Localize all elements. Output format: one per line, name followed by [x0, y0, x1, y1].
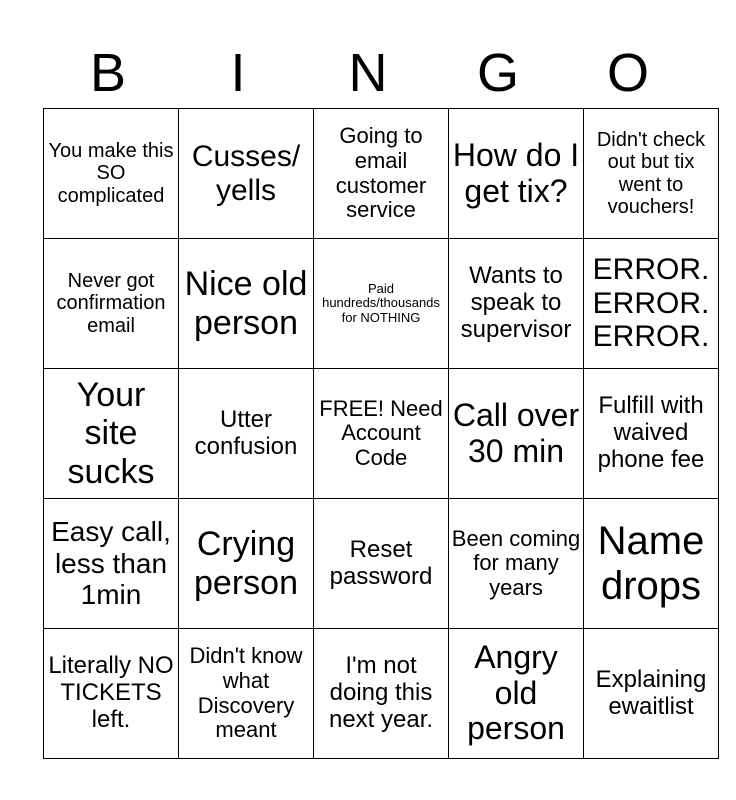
bingo-cell[interactable]: Never got confirmation email: [44, 239, 179, 369]
bingo-cell[interactable]: Angry old person: [449, 629, 584, 759]
header-letter-i: I: [230, 43, 246, 103]
bingo-cell[interactable]: Nice old person: [179, 239, 314, 369]
bingo-cell[interactable]: Literally NO TICKETS left.: [44, 629, 179, 759]
bingo-cell[interactable]: Name drops: [584, 499, 719, 629]
board-row: [44, 499, 719, 629]
bingo-cell[interactable]: Reset password: [314, 499, 449, 629]
bingo-cell[interactable]: Easy call, less than 1min: [44, 499, 179, 629]
board-row: [44, 109, 719, 239]
bingo-cell[interactable]: Utter confusion: [179, 369, 314, 499]
bingo-cell[interactable]: Your site sucks: [44, 369, 179, 499]
bingo-cell[interactable]: FREE! Need Account Code: [314, 369, 449, 499]
bingo-cell[interactable]: Call over 30 min: [449, 369, 584, 499]
bingo-cell[interactable]: Explaining ewaitlist: [584, 629, 719, 759]
header-letter-g: G: [476, 43, 519, 103]
bingo-cell[interactable]: ERROR. ERROR. ERROR.: [584, 239, 719, 369]
header-letter-b: B: [89, 43, 127, 103]
bingo-cell[interactable]: Didn't know what Discovery meant: [179, 629, 314, 759]
bingo-header: [43, 40, 693, 106]
header-letter-n: N: [348, 43, 388, 103]
board-row: [44, 239, 719, 369]
bingo-cell[interactable]: How do I get tix?: [449, 109, 584, 239]
header-letter-o: O: [606, 43, 649, 103]
bingo-cell[interactable]: Fulfill with waived phone fee: [584, 369, 719, 499]
bingo-board: [43, 108, 719, 759]
bingo-cell[interactable]: Been coming for many years: [449, 499, 584, 629]
bingo-cell[interactable]: Cusses/ yells: [179, 109, 314, 239]
bingo-cell[interactable]: Going to email customer service: [314, 109, 449, 239]
bingo-cell[interactable]: I'm not doing this next year.: [314, 629, 449, 759]
bingo-cell[interactable]: Wants to speak to supervisor: [449, 239, 584, 369]
bingo-cell[interactable]: Didn't check out but tix went to vouchers!: [584, 109, 719, 239]
board-row: [44, 369, 719, 499]
bingo-cell[interactable]: You make this SO complicated: [44, 109, 179, 239]
board-row: [44, 629, 719, 759]
bingo-cell free-space[interactable]: Paid hundreds/thousands for NOTHING: [314, 239, 449, 369]
bingo-cell[interactable]: Crying person: [179, 499, 314, 629]
